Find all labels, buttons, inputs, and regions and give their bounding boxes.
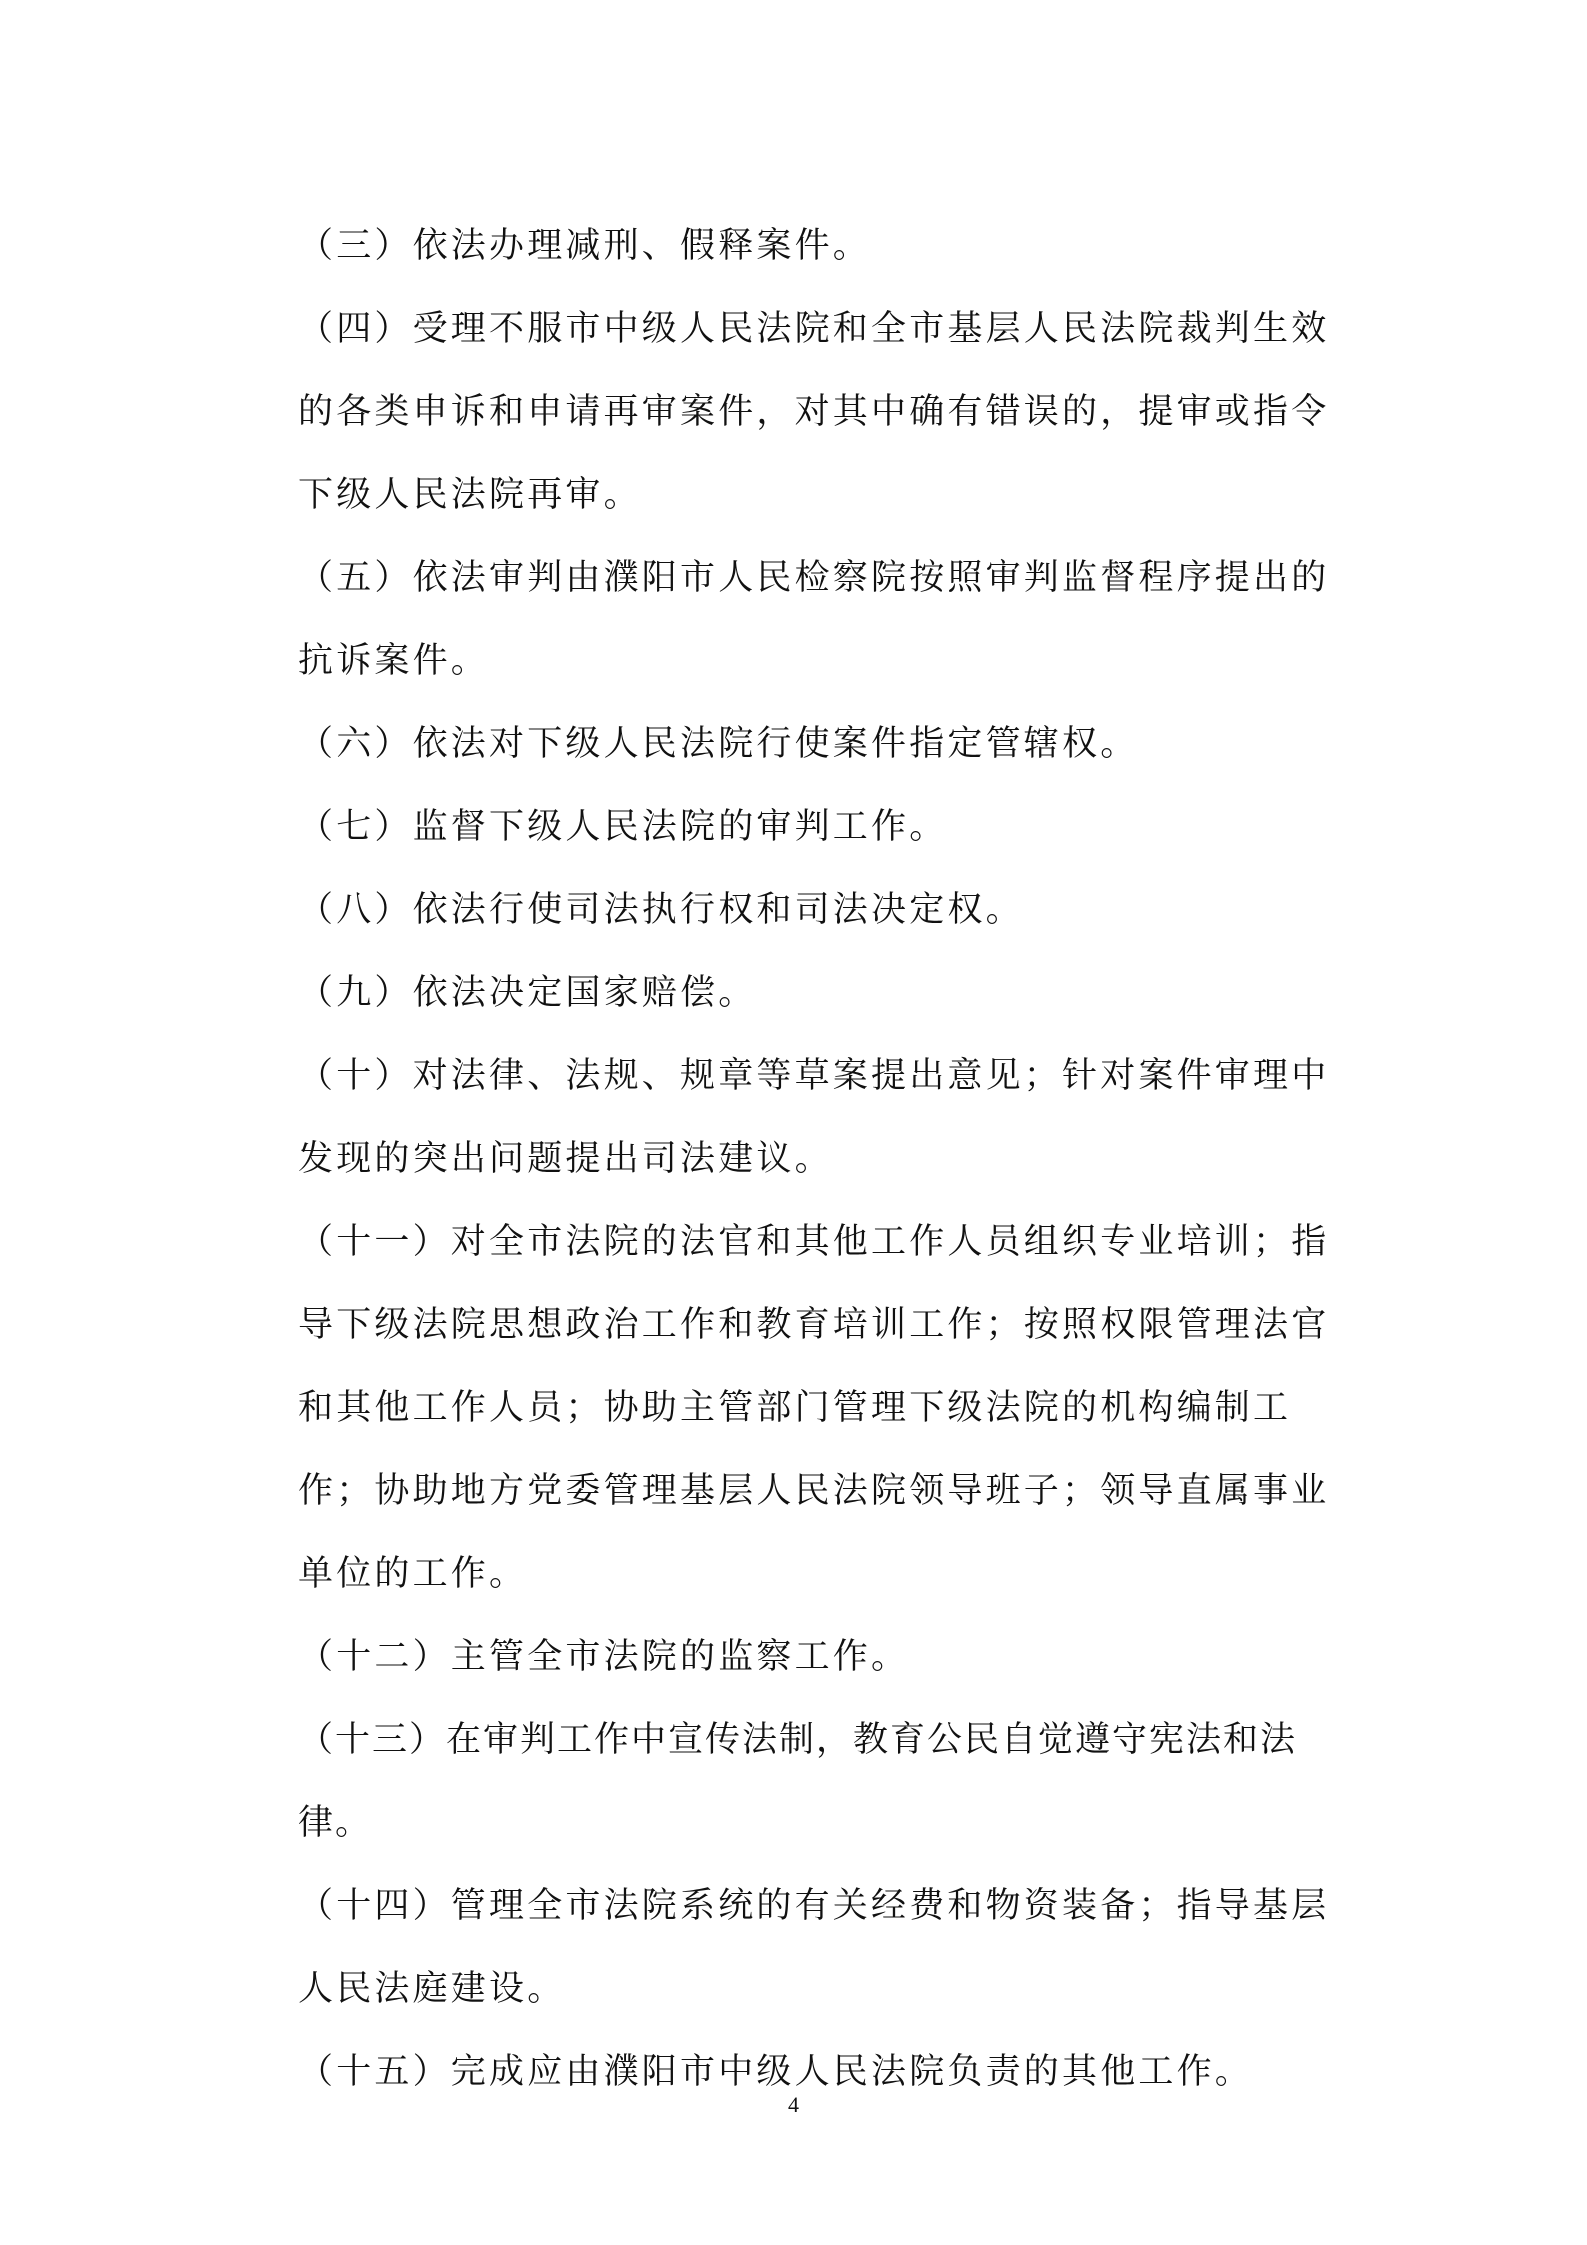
paragraph-3: （三）依法办理减刑、假释案件。 <box>298 226 872 266</box>
paragraph-11: （十一）对全市法院的法官和其他工作人员组织专业培训；指导下级法院思想政治工作和教育培训工作；按照权限管理法官和其他工作人员；协助主管部门管理下级法院的机构编制工作；协助地方党委管理基层人民法院领导班子；领导直属事业单位的工作。 <box>298 1222 1330 1594</box>
document-body <box>298 205 1348 2114</box>
paragraph-15: （十五）完成应由濮阳市中级人民法院负责的其他工作。 <box>298 2052 1254 2092</box>
page-number: 4 <box>788 2092 799 2117</box>
paragraph-13: （十三）在审判工作中宣传法制，教育公民自觉遵守宪法和法律。 <box>298 1720 1298 1843</box>
paragraph-4: （四）受理不服市中级人民法院和全市基层人民法院裁判生效的各类申诉和申请再审案件，对其中确有错误的，提审或指令下级人民法院再审。 <box>298 309 1330 515</box>
paragraph-9: （九）依法决定国家赔偿。 <box>298 973 757 1013</box>
paragraph-12: （十二）主管全市法院的监察工作。 <box>298 1637 910 1677</box>
paragraph-14: （十四）管理全市法院系统的有关经费和物资装备；指导基层人民法庭建设。 <box>298 1886 1330 2009</box>
paragraph-10: （十）对法律、法规、规章等草案提出意见；针对案件审理中发现的突出问题提出司法建议。 <box>298 1056 1330 1179</box>
paragraph-5: （五）依法审判由濮阳市人民检察院按照审判监督程序提出的抗诉案件。 <box>298 558 1330 681</box>
paragraph-8: （八）依法行使司法执行权和司法决定权。 <box>298 890 1024 930</box>
paragraph-7: （七）监督下级人民法院的审判工作。 <box>298 807 948 847</box>
paragraph-6: （六）依法对下级人民法院行使案件指定管辖权。 <box>298 724 1139 764</box>
